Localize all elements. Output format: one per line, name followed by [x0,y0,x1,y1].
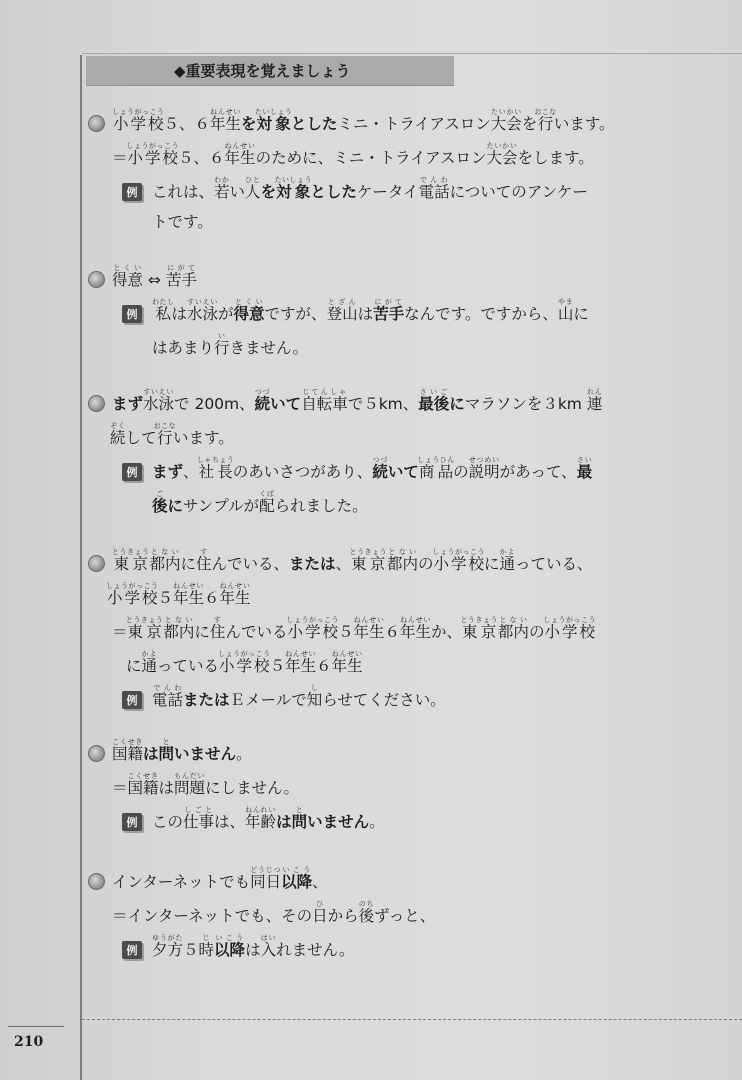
section-heading: ◆重要表現を覚えましょう [86,56,454,86]
example-sentence-continued: 後ごにサンプルが配くばられました。 [152,490,368,515]
example-sentence: まず、社長しゃちょうのあいさつがあり、続つづいて商品しょうひんの説明せつめいがあって、最さい [152,456,593,481]
expression-rewrite: ＝小学校しょうがっこう５、６年生ねんせいのために、ミニ・トライアスロン大会たいかいをします。 [112,142,594,167]
expression-rewrite-continued: に通かよっている小学校しょうがっこう５年生ねんせい６年生ねんせい [126,650,363,675]
expression-main: まず水泳すいえいで 200m、続つづいて自転車じてんしゃで５km、最後さいごにマラソンを３km 連れん [112,388,603,413]
example-sentence: この仕事しごとは、年齢ねんれいは問といません。 [152,806,385,831]
expression-main-continued: 小学校しょうがっこう５年生ねんせい６年生ねんせい [106,582,251,607]
expression-main: 東京とうきょう都内とないに住すんでいる、または、東京とうきょう都内とないの小学校しょうがっこうに通かよっている、 [112,548,593,573]
example-badge-icon: 例 [122,691,142,709]
bullet-icon [88,873,105,890]
example-badge-icon: 例 [122,813,142,831]
expression-entry-4 [88,548,596,718]
bullet-icon [88,115,105,132]
bullet-icon [88,395,105,412]
footer-rule [8,1026,64,1027]
expression-entry-2 [88,264,589,366]
example-badge-icon: 例 [122,463,142,481]
page-top-rule [82,53,742,54]
example-sentence-continued: はあまり行いきません。 [152,332,308,357]
page-spine-rule [80,55,82,1080]
bullet-icon [88,555,105,572]
example-badge-icon: 例 [122,941,142,959]
expression-entry-6 [88,866,435,968]
example-sentence-continued: トです。 [152,213,213,231]
page-number: 210 [14,1034,44,1050]
example-sentence: 電話でんわまたはＥメールで知しらせてください。 [152,684,446,709]
expression-main: 小学校しょうがっこう５、６年生ねんせいを対象たいしょうとしたミニ・トライアスロン大会たいかいを行おこないます。 [112,108,615,133]
dashed-divider [82,1019,742,1020]
example-sentence: 私わたしは水泳すいえいが得意とくいですが、登山とざんは苦手にがてなんです。ですから、山やまに [152,298,589,323]
expression-entry-1 [88,108,615,240]
example-badge-icon: 例 [122,183,142,201]
expression-main-continued: 続ぞくして行おこないます。 [110,422,234,447]
expression-main: インターネットでも同日どうじつ以降いこう、 [112,866,328,891]
expression-rewrite: ＝東京とうきょう都内とないに住すんでいる小学校しょうがっこう５年生ねんせい６年生ねんせいか、東京とうきょう都内とないの小学校しょうがっこう [112,616,596,641]
expression-entry-3 [88,388,602,524]
expression-rewrite: ＝インターネットでも、その日ひから後のちずっと、 [112,900,436,925]
example-sentence: これは、若わかい人ひとを対象たいしょうとしたケータイ電話でんわについてのアンケー [152,176,588,201]
bullet-icon [88,271,105,288]
expression-rewrite: ＝国籍こくせきは問題もんだいにしません。 [112,772,299,797]
example-sentence: 夕方ゆうがた５時じ以降いこうは入はいれません。 [152,934,355,959]
expression-entry-5 [88,738,385,840]
expression-main: 得意とくい ⇔ 苦手にがて [112,264,197,289]
bullet-icon [88,745,105,762]
example-badge-icon: 例 [122,305,142,323]
expression-main: 国籍こくせきは問といません。 [112,738,252,763]
